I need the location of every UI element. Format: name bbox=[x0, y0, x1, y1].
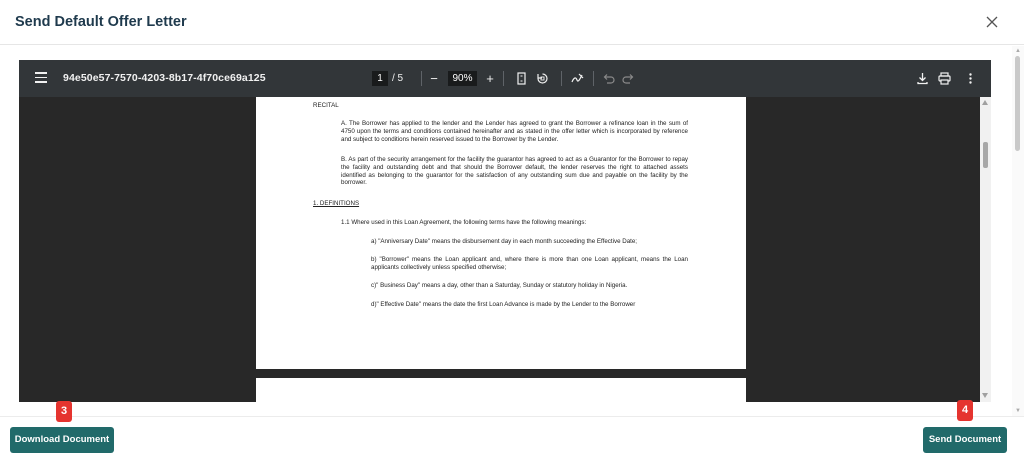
scroll-down-arrow-icon[interactable]: ▼ bbox=[1015, 408, 1021, 414]
toolbar-divider bbox=[503, 71, 504, 86]
undo-icon[interactable] bbox=[601, 71, 616, 86]
send-document-button[interactable]: Send Document bbox=[923, 427, 1007, 453]
recital-heading: RECITAL bbox=[313, 102, 339, 109]
definition-d: d)" Effective Date" means the date the first Loan Advance is made by the Lender to the Borrower bbox=[371, 301, 636, 308]
zoom-in-button[interactable]: + bbox=[486, 71, 494, 86]
definitions-heading: 1. DEFINITIONS bbox=[313, 200, 360, 207]
scroll-up-arrow-icon[interactable]: ▲ bbox=[1015, 48, 1021, 54]
definition-b: b) "Borrower" means the Loan applicant and, where there is more than one Loan applicant, means the Loan applicants collectively unless specified otherwise; bbox=[371, 256, 688, 271]
pdf-scroll-thumb[interactable] bbox=[983, 142, 988, 168]
zoom-out-button[interactable]: − bbox=[430, 71, 438, 86]
annotation-badge: 4 bbox=[957, 400, 973, 421]
pdf-filename: 94e50e57-7570-4203-8b17-4f70ce69a125 bbox=[63, 72, 266, 84]
toolbar-divider bbox=[421, 71, 422, 86]
toolbar-divider bbox=[593, 71, 594, 86]
print-icon[interactable] bbox=[937, 71, 952, 86]
scroll-thumb[interactable] bbox=[1015, 56, 1020, 151]
download-icon[interactable] bbox=[915, 71, 930, 86]
fit-page-icon[interactable] bbox=[514, 71, 529, 86]
recital-paragraph-a: A. The Borrower has applied to the lender and the Lender has agreed to grant the Borrower a refinance loan in the sum of 4750 upon the terms and conditions contained hereinafter and as stated in the offer letter which is incorporated by reference and subject to conditions herein reserved issued to the Borrower by the Lender. bbox=[341, 120, 688, 143]
pdf-scroll-up-icon[interactable] bbox=[982, 100, 988, 105]
annotate-icon[interactable] bbox=[570, 71, 585, 86]
modal-title: Send Default Offer Letter bbox=[15, 14, 187, 30]
definition-c: c)" Business Day" means a day, other than a Saturday, Sunday or statutory holiday in Nigeria. bbox=[371, 282, 628, 289]
modal-header bbox=[0, 0, 1024, 45]
pdf-page bbox=[256, 97, 746, 369]
pdf-page-2 bbox=[256, 378, 746, 402]
download-document-button[interactable]: Download Document bbox=[10, 427, 114, 453]
modal-scrollbar[interactable] bbox=[1012, 46, 1024, 416]
page-total: / 5 bbox=[392, 73, 404, 84]
rotate-icon[interactable] bbox=[535, 71, 550, 86]
definition-a: a) "Anniversary Date" means the disbursement day in each month succeeding the Effective Date; bbox=[371, 238, 638, 245]
clause-1-1: 1.1 Where used in this Loan Agreement, the following terms have the following meanings: bbox=[341, 219, 587, 226]
more-options-icon[interactable] bbox=[963, 71, 978, 86]
page-number-input[interactable]: 1 bbox=[372, 71, 388, 86]
recital-paragraph-b: B. As part of the security arrangement for the facility the guarantor has agreed to act as a Guarantor for the Borrower to repay the facility and outstanding debt and that should the Borrower default, the lender reserves the right to attached assets identified as belonging to the guarantor for the satisfaction of any outstanding sum due and payable on the facility by the borrower. bbox=[341, 156, 688, 187]
close-icon[interactable] bbox=[983, 13, 1001, 31]
pdf-scroll-down-icon[interactable] bbox=[982, 393, 988, 398]
modal-footer bbox=[0, 416, 1024, 463]
annotation-badge: 3 bbox=[56, 401, 72, 422]
toolbar-divider bbox=[561, 71, 562, 86]
redo-icon[interactable] bbox=[621, 71, 636, 86]
pdf-scrollbar[interactable] bbox=[980, 97, 991, 402]
pdf-toolbar bbox=[19, 60, 991, 97]
pdf-viewer bbox=[19, 60, 991, 402]
zoom-level-input[interactable]: 90% bbox=[448, 71, 477, 86]
menu-icon[interactable] bbox=[35, 72, 47, 84]
